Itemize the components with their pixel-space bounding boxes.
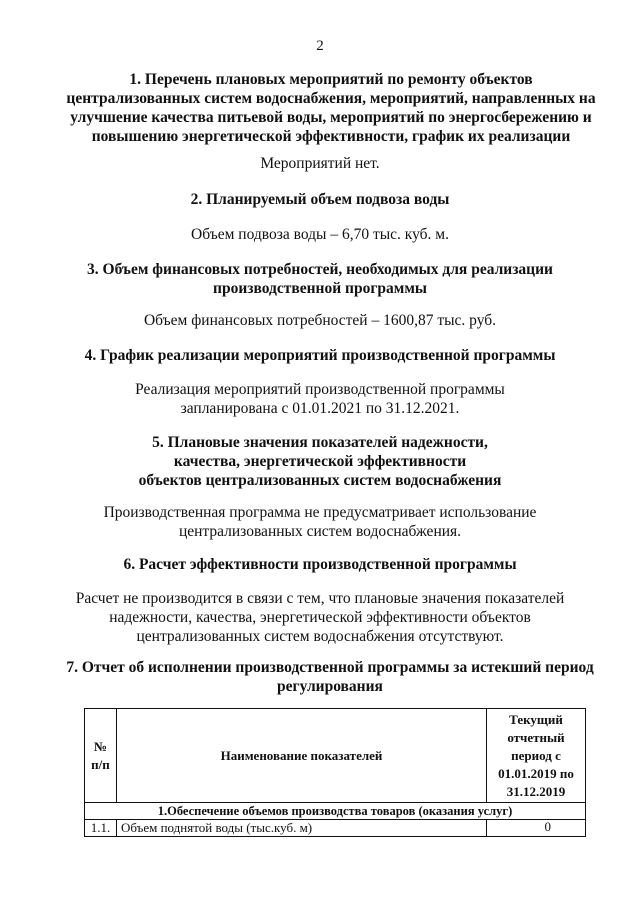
text-line: Мероприятий нет. <box>260 155 380 172</box>
header-period-cell <box>487 709 586 803</box>
heading-line: 7. Отчет об исполнении производственной программы за истекший период <box>66 659 594 676</box>
text-line: Производственная программа не предусматривает использование <box>103 504 537 521</box>
table-header-row <box>85 709 586 803</box>
section-2-text <box>60 225 580 244</box>
header-period-line: Текущий <box>509 711 563 727</box>
heading-line: централизованных систем водоснабжения, мероприятий, направленных на <box>66 90 596 107</box>
section-5-heading <box>60 433 580 490</box>
heading-line: 6. Расчет эффективности производственной программы <box>123 556 517 573</box>
header-period-line: 31.12.2019 <box>506 783 566 799</box>
header-period-line: 01.01.2019 по <box>498 765 574 781</box>
section-6-text <box>60 589 580 646</box>
section-7-heading <box>50 658 610 696</box>
section-5-text <box>60 503 580 541</box>
section-1-text <box>60 154 580 173</box>
heading-line: объектов централизованных систем водоснабжения <box>138 472 502 489</box>
heading-line: улучшение качества питьевой воды, мероприятий по энергосбережению и <box>70 109 592 126</box>
heading-line: повышению энергетической эффективности, график их реализации <box>91 128 571 145</box>
header-period-line: период с <box>511 747 561 763</box>
text-line: централизованных систем водоснабжения отсутствуют. <box>136 628 504 645</box>
text-line: запланирована с 01.01.2021 по 31.12.2021. <box>180 400 460 417</box>
header-number-cell <box>85 709 117 803</box>
header-period-line: отчетный <box>507 729 565 745</box>
heading-line: 4. График реализации мероприятий производственной программы <box>84 347 556 364</box>
header-number-line: п/п <box>91 756 110 772</box>
header-name-cell: Наименование показателей <box>116 709 486 803</box>
section-2-heading <box>60 190 580 209</box>
table-row <box>85 820 586 837</box>
section-6-heading <box>60 555 580 574</box>
section-4-text <box>60 380 580 418</box>
section-3-heading <box>60 260 580 298</box>
text-line: Реализация мероприятий производственной программы <box>135 381 505 398</box>
row-name-cell: Объем поднятой воды (тыс.куб. м) <box>116 820 486 837</box>
heading-line: производственной программы <box>213 280 427 297</box>
table-section-title: 1.Обеспечение объемов производства товаров (оказания услуг) <box>85 803 586 820</box>
text-line: Расчет не производится в связи с тем, что плановые значения показателей <box>75 590 565 607</box>
section-1-heading <box>66 70 596 146</box>
text-line: надежности, качества, энергетической эффективности объектов <box>109 609 531 626</box>
heading-line: 2. Планируемый объем подвоза воды <box>190 191 450 208</box>
row-value-cell: 0 <box>487 820 586 837</box>
text-line: Объем финансовых потребностей – 1600,87 тыс. руб. <box>143 312 497 329</box>
header-number-line: № <box>93 738 108 754</box>
report-table <box>84 708 586 837</box>
section-4-heading <box>60 346 580 365</box>
text-line: Объем подвоза воды – 6,70 тыс. куб. м. <box>191 226 449 243</box>
heading-line: 5. Плановые значения показателей надежности, <box>152 434 488 451</box>
section-3-text <box>60 311 580 330</box>
heading-line: 3. Объем финансовых потребностей, необходимых для реализации <box>87 261 553 278</box>
heading-line: регулирования <box>277 678 383 695</box>
heading-line: 1. Перечень плановых мероприятий по ремонту объектов <box>129 71 533 88</box>
row-number-cell: 1.1. <box>85 820 117 837</box>
table-section-row <box>85 803 586 820</box>
page-number: 2 <box>316 38 324 54</box>
heading-line: качества, энергетической эффективности <box>173 453 467 470</box>
text-line: централизованных систем водоснабжения. <box>178 523 462 540</box>
